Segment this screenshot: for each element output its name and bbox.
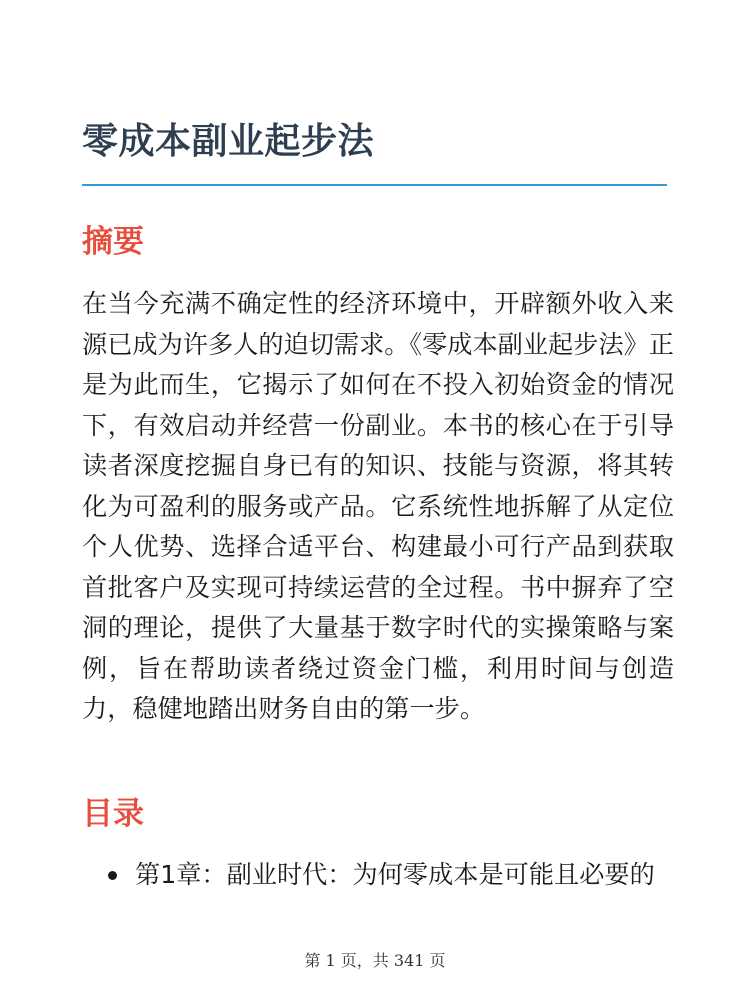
toc-list [82, 856, 672, 894]
toc-item-label: 第1章：副业时代：为何零成本是可能且必要的 [135, 860, 655, 889]
title-divider [82, 184, 667, 186]
abstract-heading: 摘要 [82, 224, 144, 260]
abstract-text: 在当今充满不确定性的经济环境中，开辟额外收入来源已成为许多人的迫切需求。《零成本副业起步法》正是为此而生，它揭示了如何在不投入初始资金的情况下，有效启动并经营一份副业。本书的核心在于引导读者深度挖掘自身已有的知识、技能与资源，将其转化为可盈利的服务或产品。它系统性地拆解了从定位个人优势、选择合适平台、构建最小可行产品到获取首批客户及实现可持续运营的全过程。书中摒弃了空洞的理论，提供了大量基于数字时代的实操策略与案例，旨在帮助读者绕过资金门槛，利用时间与创造力，稳健地踏出财务自由的第一步。 [82, 289, 674, 723]
bullet-icon [108, 871, 117, 880]
toc-item-chapter-1[interactable] [82, 856, 672, 894]
page-number-footer: 第 1 页，共 341 页 [304, 951, 446, 970]
book-title: 零成本副业起步法 [82, 121, 375, 162]
toc-heading: 目录 [82, 796, 144, 832]
